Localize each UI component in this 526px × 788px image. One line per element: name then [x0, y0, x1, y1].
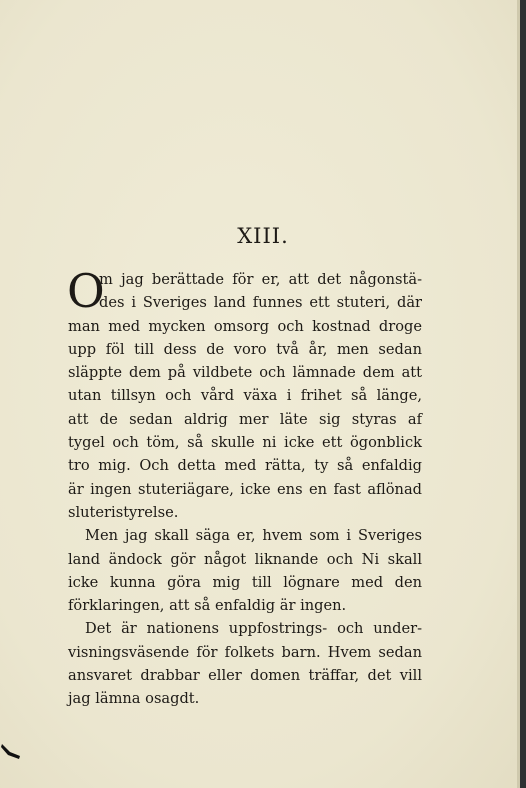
text-line: land ändock gör något liknande och Ni skall	[68, 550, 422, 568]
text-line: att de sedan aldrig mer läte sig styras af	[68, 410, 422, 428]
text-line: Det är nationens uppfostrings- och under-	[85, 620, 422, 638]
text-line: m jag berättade för er, att det någonstä-	[99, 271, 422, 288]
text-line: tygel och töm, så skulle ni icke ett ögonblick	[68, 434, 422, 452]
text-line: jag lämna osagdt.	[68, 690, 200, 708]
chapter-heading: XIII.	[237, 224, 289, 248]
text-line: utan tillsyn och vård växa i frihet så länge,	[68, 387, 422, 405]
text-line: förklaringen, att så enfaldig är ingen.	[68, 597, 347, 615]
text-line: visningsväsende för folkets barn. Hvem sedan	[68, 643, 422, 661]
text-line: icke kunna göra mig till lögnare med den	[68, 573, 422, 591]
text-line: upp föl till dess de voro två år, men sedan	[68, 340, 422, 358]
text-line: des i Sveriges land funnes ett stuteri, där	[99, 294, 422, 312]
text-line: tro mig. Och detta med rätta, ty så enfaldig	[68, 457, 422, 475]
text-line: man med mycken omsorg och kostnad droge	[68, 317, 422, 335]
text-line: släppte dem på vildbete och lämnade dem att	[68, 364, 422, 382]
book-binding-edge	[520, 0, 526, 788]
text-line: är ingen stuteriägare, icke ens en fast aflönad	[68, 480, 422, 498]
ink-mark	[0, 740, 22, 762]
text-line: ansvaret drabbar eller domen träffar, det vill	[68, 667, 422, 685]
text-line: Men jag skall säga er, hvem som i Sveriges	[85, 527, 422, 545]
drop-cap: O	[67, 264, 105, 318]
text-line: sluteristyrelse.	[68, 503, 179, 521]
body-text	[67, 264, 422, 711]
